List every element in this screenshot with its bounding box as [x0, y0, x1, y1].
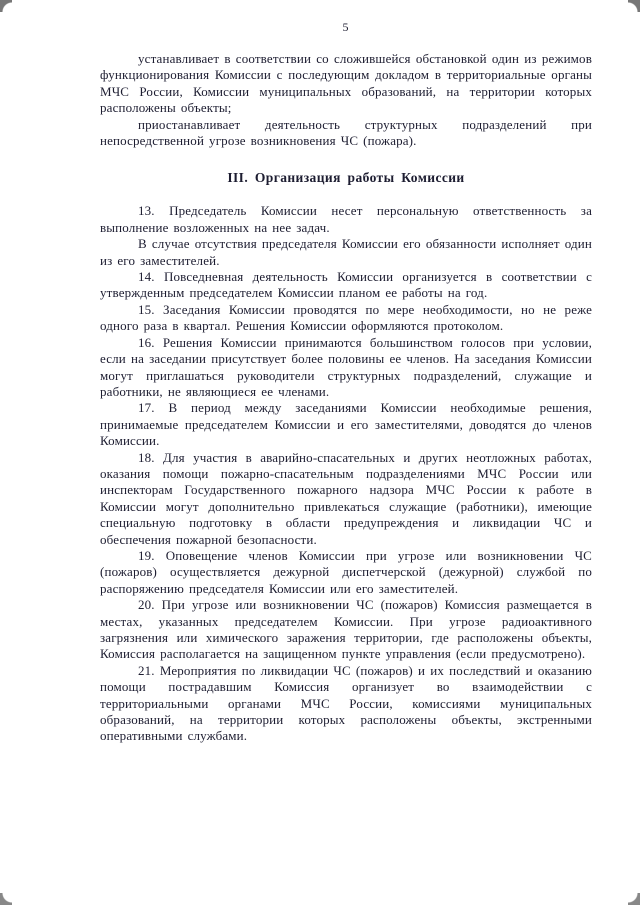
paragraph-20: 20. При угрозе или возникновении ЧС (пожаров) Комиссия размещается в местах, указанных председателем Комиссии. При угрозе радиоактивного загрязнения или химического заражения территории, где расположены объекты, Комиссия располагается на защищенном пункте управления (если предусмотрено). [100, 597, 592, 662]
paragraph-13b: В случае отсутствия председателя Комиссии его обязанности исполняет один из его заместителей. [100, 236, 592, 268]
paragraph-continuation-1: устанавливает в соответствии со сложившейся обстановкой один из режимов функционирования Комиссии с последующим докладом в территориальные органы МЧС России, Комиссии муниципальных образований, на территории которых расположены объекты; [100, 51, 592, 116]
paragraph-21: 21. Мероприятия по ликвидации ЧС (пожаров) и их последствий и оказанию помощи пострадавшим Комиссия организует во взаимодействии с территориальными органами МЧС России, комиссиями муниципальных образований, на территории которых расположены объекты, экстренными оперативными службами. [100, 662, 592, 744]
paragraph-15: 15. Заседания Комиссии проводятся по мере необходимости, но не реже одного раза в квартал. Решения Комиссии оформляются протоколом. [100, 301, 592, 334]
paragraph-14: 14. Повседневная деятельность Комиссии организуется в соответствии с утвержденным председателем Комиссии планом ее работы на год. [100, 269, 592, 301]
paragraph-17: 17. В период между заседаниями Комиссии необходимые решения, принимаемые председателем Комиссии и его заместителями, доводятся до членов Комиссии. [100, 400, 592, 449]
paragraph-16: 16. Решения Комиссии принимаются большинством голосов при условии, если на заседании присутствует более половины ее членов. На заседания Комиссии могут приглашаться руководители структурных подразделений, служащие и работники, не являющиеся ее членами. [100, 334, 592, 399]
paragraph-13: 13. Председатель Комиссии несет персональную ответственность за выполнение возложенных на нее задач. [100, 203, 592, 235]
paragraph-18: 18. Для участия в аварийно-спасательных и других неотложных работах, оказания помощи пожарно-спасательным подразделениями МЧС России или инспекторам Государственного пожарного надзора МЧС России к работе в Комиссии могут дополнительно привлекаться служащие (работники), имеющие специальную подготовку в области предупреждения и ликвидации ЧС и обеспечения пожарной безопасности. [100, 449, 592, 547]
paragraph-continuation-2: приостанавливает деятельность структурных подразделений при непосредственной угрозе возникновения ЧС (пожара). [100, 116, 592, 149]
paragraph-19: 19. Оповещение членов Комиссии при угрозе или возникновении ЧС (пожаров) осуществляется дежурной диспетчерской (дежурной) службой по распоряжению председателя Комиссии или его заместителей. [100, 547, 592, 596]
section-heading: III. Организация работы Комиссии [227, 170, 465, 186]
page-number: 5 [342, 20, 350, 34]
